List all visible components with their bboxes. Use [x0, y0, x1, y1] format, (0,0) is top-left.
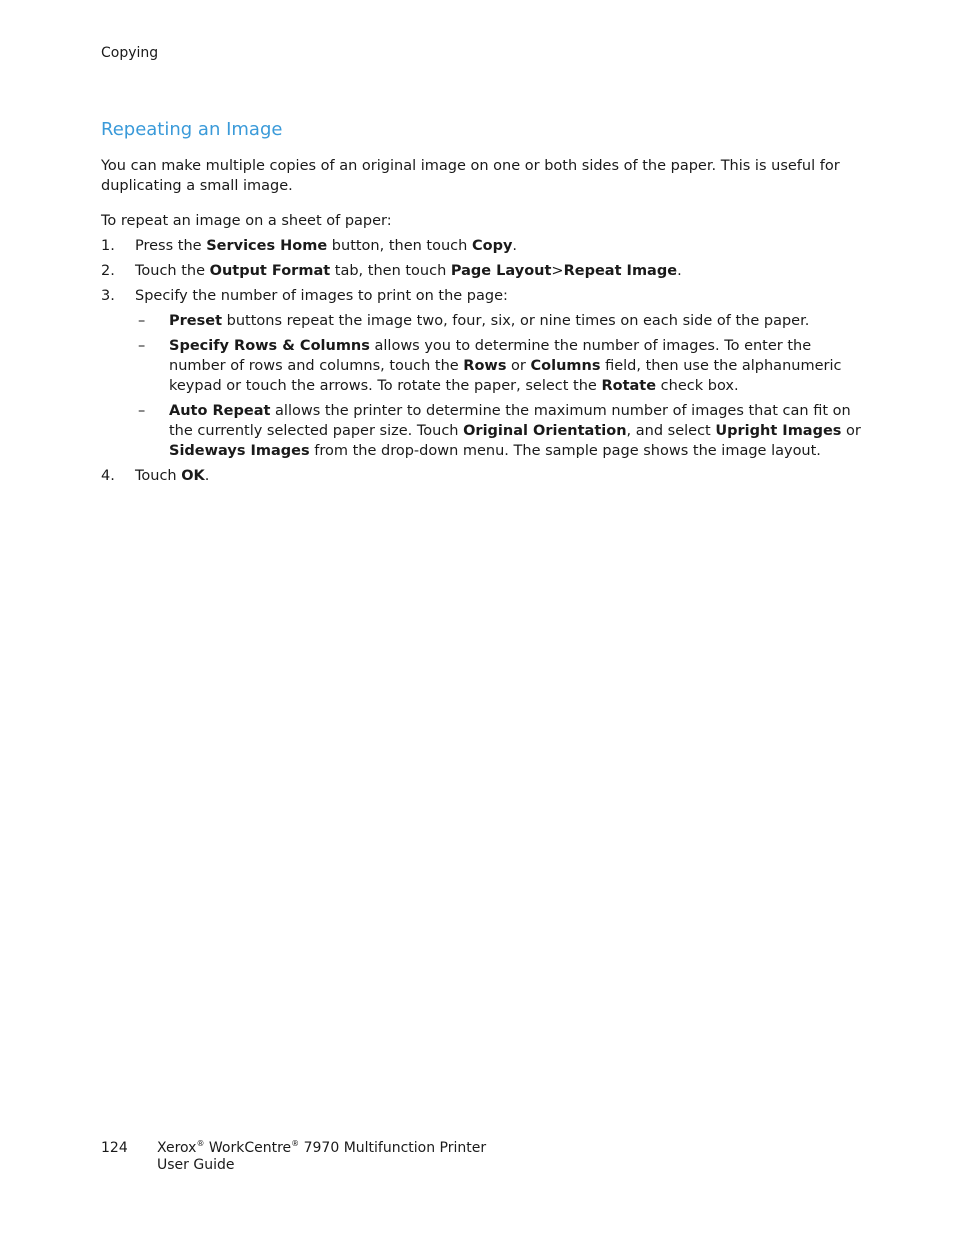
step-3	[101, 286, 861, 461]
step-1	[101, 236, 861, 256]
step-text: Press the	[135, 238, 207, 254]
dash-bullet: –	[138, 313, 146, 329]
page-number: 124	[101, 1140, 128, 1156]
step-bold: Repeat Image	[563, 263, 678, 279]
step-text: Touch	[135, 468, 182, 484]
brand-name: Xerox	[157, 1140, 197, 1156]
step-bold: Copy	[471, 238, 513, 254]
step-number: 1.	[101, 238, 115, 254]
step-bold: OK	[181, 468, 205, 484]
registered-mark: ®	[196, 1139, 205, 1148]
step-text: Specify the number of images to print on the page:	[135, 288, 508, 304]
sub-text: buttons repeat the image two, four, six, or nine times on each side of the paper.	[222, 313, 810, 329]
step-text: .	[677, 263, 682, 279]
registered-mark: ®	[291, 1139, 300, 1148]
step-text: >	[551, 263, 564, 279]
step-2	[101, 261, 861, 281]
sub-text: or	[506, 358, 531, 374]
sub-bold: Rows	[463, 358, 507, 374]
sub-item-auto-repeat	[135, 401, 861, 461]
sub-bold: Sideways Images	[169, 443, 310, 459]
section-body	[101, 156, 861, 491]
sub-text: or	[841, 423, 861, 439]
sub-bold: Upright Images	[715, 423, 842, 439]
step-text: button, then touch	[327, 238, 472, 254]
product-name	[157, 1140, 486, 1174]
step-bold: Page Layout	[450, 263, 552, 279]
sub-bold: Specify Rows & Columns	[169, 338, 370, 354]
sub-bold: Preset	[169, 313, 223, 329]
dash-bullet: –	[138, 403, 146, 419]
step-text: .	[204, 468, 210, 484]
sub-text: , and select	[626, 423, 716, 439]
step-text: .	[512, 238, 518, 254]
sub-bold: Original Orientation	[463, 423, 627, 439]
sub-bold: Columns	[530, 358, 601, 374]
steps-list	[101, 236, 861, 486]
running-head: Copying	[101, 45, 159, 61]
model-name: 7970 Multifunction Printer	[299, 1140, 487, 1156]
sub-text: allows you to determine the number of images. To enter the number of rows and columns, touch the	[169, 338, 812, 374]
step-number: 3.	[101, 288, 115, 304]
step-bold: Services Home	[206, 238, 328, 254]
document-type: User Guide	[157, 1157, 235, 1173]
sub-text: field, then use the alphanumeric keypad or touch the arrows. To rotate the paper, select the	[169, 358, 842, 394]
step-number: 2.	[101, 263, 115, 279]
step-bold: Output Format	[209, 263, 331, 279]
sub-item-preset	[135, 311, 861, 331]
sub-bold: Rotate	[601, 378, 657, 394]
dash-bullet: –	[138, 338, 146, 354]
sub-text: from the drop-down menu. The sample page shows the image layout.	[309, 443, 821, 459]
sub-text: check box.	[656, 378, 739, 394]
sub-text: allows the printer to determine the maximum number of images that can fit on the currently selected paper size. Touch	[169, 403, 851, 439]
intro-paragraph: You can make multiple copies of an original image on one or both sides of the paper. This is useful for duplicating a small image.	[101, 158, 840, 194]
sub-list	[135, 311, 861, 461]
step-4	[101, 466, 861, 486]
sub-item-rows-columns	[135, 336, 861, 396]
step-text: tab, then touch	[330, 263, 451, 279]
product-line: WorkCentre	[204, 1140, 292, 1156]
lead-sentence: To repeat an image on a sheet of paper:	[101, 213, 392, 229]
sub-bold: Auto Repeat	[169, 403, 271, 419]
step-text: Touch the	[135, 263, 210, 279]
section-title: Repeating an Image	[101, 119, 283, 140]
step-number: 4.	[101, 468, 115, 484]
